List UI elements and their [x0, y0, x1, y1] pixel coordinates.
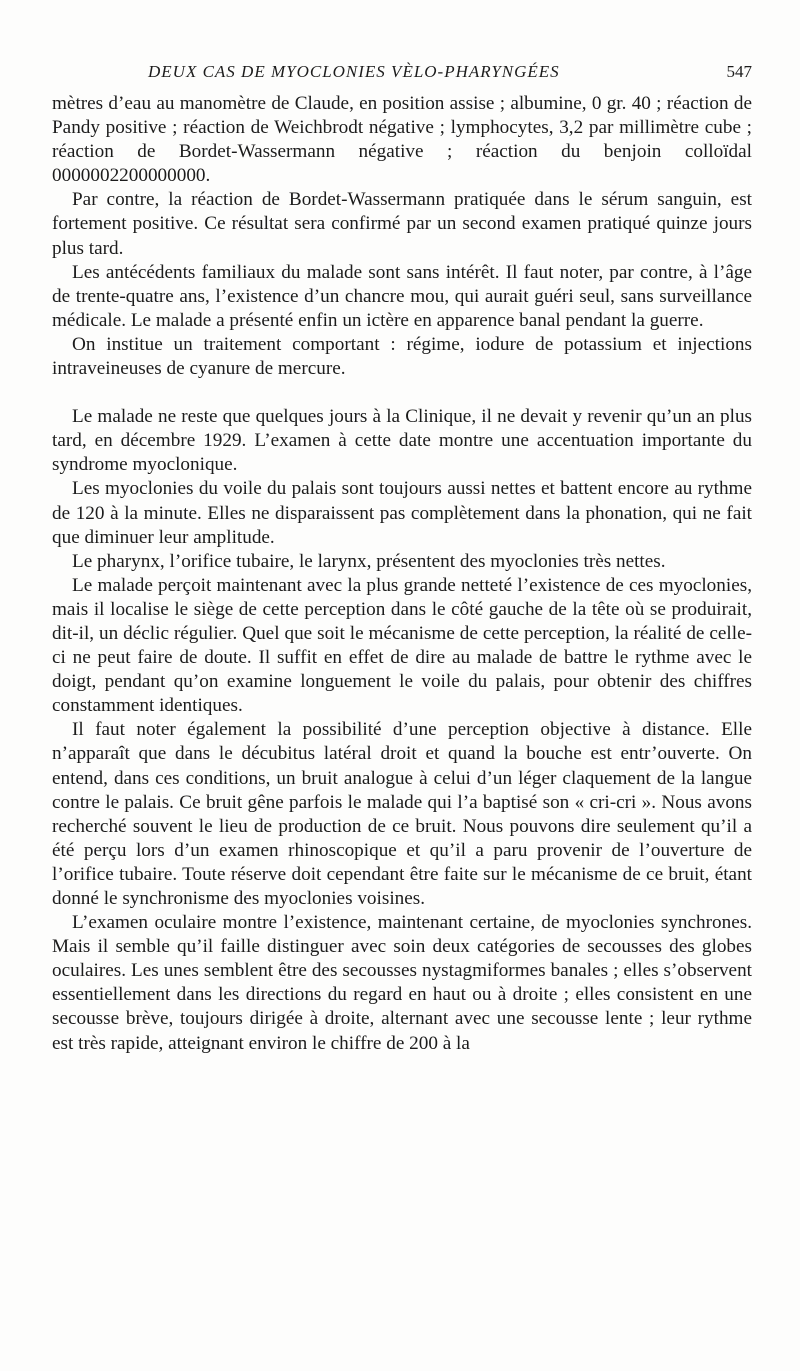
running-head [52, 62, 752, 88]
body-text [52, 92, 752, 1056]
running-title: DEUX CAS DE MYOCLONIES VÈLO-PHARYNGÉES [148, 62, 560, 81]
paragraph: Il faut noter également la possibilité d’une perception objective à distance. Elle n’apparaît que dans le décubitus latéral droit et quand la bouche est entr’ouverte. On entend, dans ces conditions, un bruit analogue à celui d’un léger claquement de la langue contre le palais. Ce bruit gêne parfois le malade qui l’a baptisé son « cri-cri ». Nous avons recherché souvent le lieu de production de ce bruit. Nous pouvons dire seulement qu’il a été perçu lors d’un examen rhinoscopique et qu’il a paru provenir de l’ouverture de l’orifice tubaire. Toute réserve doit cependant être faite sur le mécanisme de ce bruit, étant donné le synchronisme des myoclonies voisines. [52, 719, 752, 909]
paragraph: Le malade perçoit maintenant avec la plus grande netteté l’existence de ces myoclonies, mais il localise le siège de cette perception dans le côté gauche de la tête où se produirait, dit-il, un déclic régulier. Quel que soit le mécanisme de cette perception, la réalité de celle-ci ne peut faire de doute. Il suffit en effet de dire au malade de battre le rythme avec le doigt, pendant qu’on examine longuement le voile du palais, pour obtenir des chiffres constamment identiques. [52, 574, 752, 717]
paragraph: On institue un traitement comportant : régime, iodure de potassium et injections intraveineuses de cyanure de mercure. [52, 333, 752, 380]
paragraph: L’examen oculaire montre l’existence, maintenant certaine, de myoclonies synchrones. Mais il semble qu’il faille distinguer avec soin deux catégories de secousses des globes oculaires. Les unes semblent être des secousses nystagmiformes banales ; elles s’observent essentiellement dans les directions du regard en haut ou à droite ; elles consistent en une secousse brève, toujours dirigée à droite, alternant avec une secousse lente ; leur rythme est très rapide, atteignant environ le chiffre de 200 à la [52, 912, 752, 1054]
page-number: 547 [726, 62, 752, 81]
paragraph: Le pharynx, l’orifice tubaire, le larynx, présentent des myoclonies très nettes. [72, 550, 666, 572]
paragraph: Les myoclonies du voile du palais sont toujours aussi nettes et battent encore au rythme de 120 à la minute. Elles ne disparaissent pas complètement dans la phonation, qui ne fait que diminuer leur amplitude. [52, 478, 752, 548]
paragraph: mètres d’eau au manomètre de Claude, en position assise ; albumine, 0 gr. 40 ; réaction de Pandy positive ; réaction de Weichbrodt négative ; lymphocytes, 3,2 par millimètre cube ; réaction de Bordet-Wassermann négative ; réaction du benjoin colloïdal 0000002200000000. [52, 93, 752, 187]
paragraph: Le malade ne reste que quelques jours à la Clinique, il ne devait y revenir qu’un an plus tard, en décembre 1929. L’examen à cette date montre une accentuation importante du syndrome myoclonique. [52, 406, 752, 476]
paragraph: Les antécédents familiaux du malade sont sans intérêt. Il faut noter, par contre, à l’âge de trente-quatre ans, l’existence d’un chancre mou, qui aurait guéri seul, sans surveillance médicale. Le malade a présenté enfin un ictère en apparence banal pendant la guerre. [52, 261, 752, 331]
paragraph: Par contre, la réaction de Bordet-Wassermann pratiquée dans le sérum sanguin, est fortement positive. Ce résultat sera confirmé par un second examen pratiqué quinze jours plus tard. [52, 189, 752, 259]
